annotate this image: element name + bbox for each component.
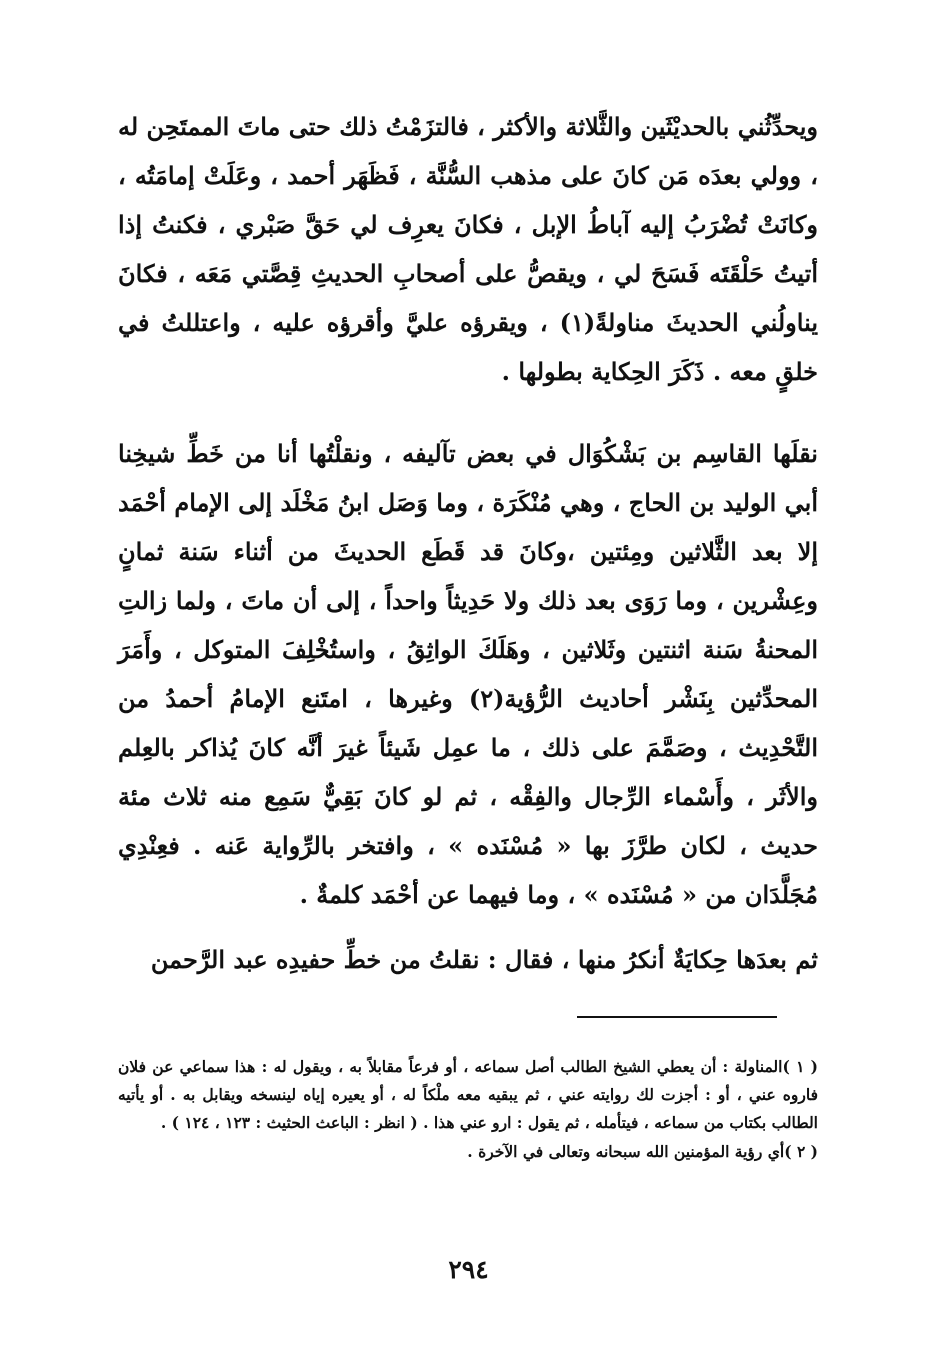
paragraph-text: نقلَها القاسِم بن بَشْكُوَال في بعض تآليفه ، ونقلْتُها أنا من خَطِّ شيخِنا أبي الوليد بن الحاج ، وهي مُنْكَرَة ، وما وَصَل ابنُ مَخْلَد إلى الإمام أحْمَد إلا بعد الثَّلاثين ومِئتين ،وكانَ قد قَطَع الحديثَ من أثناء سَنة ثمانٍ وعِشْرين ، وما رَوَى بعد ذلك ولا حَدِيثاً واحداً ، إلى أن ماتَ ، ولما زالتِ المحنةُ سَنة اثنتين وثَلاثين ، وهَلَكَ الواثِقُ ، واستُخْلِفَ المتوكل ، وأَمَرَ المحدِّثين بِنَشْر أحاديث الرُّؤية(٢) وغيرها ، امتَنع الإمامُ أحمدُ من التَّحْدِيث ، وصَمَّمَ على ذلك ، ما عمِل شَيئاً غيرَ أنَّه كانَ يُذاكر بالعِلم والأثَر ، وأَسْماء الرِّجال والفِقْه ، ثم لو كانَ بَقِيٌّ سَمِع منه ثلاث مئة حديث ، لكان طرَّزَ بها « مُسْنَده » ، وافتخر بالرِّواية عَنه . فعِنْدِي مُجَلَّدَان من « مُسْنَده » ، وما فيهما عن أحْمَد كلمةٌ . — [118, 439, 819, 909]
paragraph-text: ويحدِّثُني بالحديْثَين والثَّلاثة والأكثر ، فالتزَمْتُ ذلك حتى ماتَ الممتَحِن له ، وولي بعدَه مَن كانَ على مذهب السُّنَّة ، فَظَهَر أحمد ، وعَلَتْ إمامَتُه ، وكانَتْ تُضْرَبُ إليه آباطُ الإبل ، فكانَ يعرِف لي حَقَّ صَبْري ، فكنتُ إذا أتيتُ حَلْقَتَه فَسَحَ لي ، ويقصُّ على أصحابِ الحديثِ قِصَّتي مَعَه ، فكانَ يناولُني الحديثَ مناولةً(١) ، ويقرؤه عليَّ وأقرؤه عليه ، واعتللتُ في خلقٍ معه . ذَكَرَ الحِكاية بطولها . — [118, 112, 818, 386]
main-paragraph-3 — [118, 935, 818, 984]
page-number: ٢٩٤ — [448, 1255, 489, 1284]
main-paragraph-1 — [118, 102, 818, 396]
footnote-separator — [577, 1016, 777, 1018]
footnote-1: ( ١ )المناولة : أن يعطي الشيخ الطالب أصل سماعه ، أو فرعاً مقابلاً به ، ويقول له : هذا سماعي عن فلان فاروه عني ، أو : أجزت لك روايته عني ، ثم يبقيه معه ملْكاً له ، أو يعيره إياه لينسخه ويقابل به . أو يأتيه الطالب بكتاب من سماعه ، فيتأمله ، ثم يقول : ارو عني هذا . ( انظر : الباعث الحثيث : ١٢٣ ، ١٢٤ ) . — [118, 1057, 818, 1132]
main-paragraph-2 — [118, 429, 818, 919]
paragraph-text: ثم بعدَها حِكايَةٌ أنكرُ منها ، فقال : نقلتُ من خطِّ حفيدِه عبد الرَّحمن — [150, 945, 818, 974]
footnotes-section — [118, 1053, 818, 1166]
footnote-2: ( ٢ )أي رؤية المؤمنين الله سبحانه وتعالى في الآخرة . — [467, 1142, 818, 1161]
